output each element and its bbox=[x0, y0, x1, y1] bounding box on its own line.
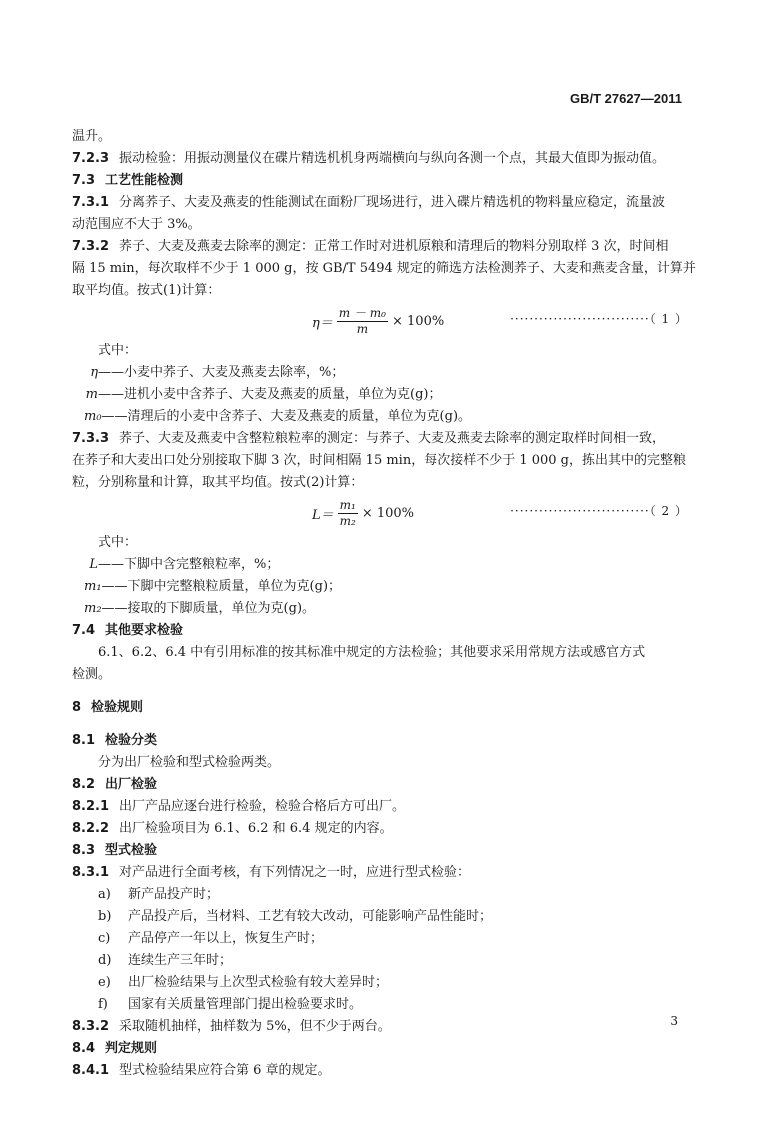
clause-number: 8.3.1 bbox=[72, 865, 110, 880]
variable-symbol: η bbox=[90, 365, 98, 380]
list-marker: c) bbox=[98, 931, 111, 946]
list-marker: e) bbox=[98, 975, 111, 990]
section-8-2-heading bbox=[72, 774, 692, 796]
variable-symbol: L bbox=[89, 557, 98, 572]
clause-number: 8.2.1 bbox=[72, 799, 110, 814]
variable-text: ——下脚中含完整粮粒率，%； bbox=[98, 557, 280, 572]
section-8-1-heading bbox=[72, 730, 692, 752]
variable-text: ——进机小麦中含荞子、大麦及燕麦的质量，单位为克(g)； bbox=[98, 387, 442, 402]
variable-definition bbox=[72, 384, 692, 406]
where-label: 式中： bbox=[98, 535, 138, 550]
list-text: 产品停产一年以上，恢复生产时； bbox=[128, 931, 324, 946]
list-text: 产品投产后，当材料、工艺有较大改动，可能影响产品性能时； bbox=[128, 909, 493, 924]
clause-text: 振动检验：用振动测量仪在碟片精选机机身两端横向与纵向各测一个点，其最大值即为振动值。 bbox=[119, 151, 666, 166]
list-item bbox=[72, 884, 692, 906]
list-item bbox=[72, 928, 692, 950]
fraction-denominator: m₂ bbox=[339, 513, 356, 528]
text-line: 在荞子和大麦出口处分别接取下脚 3 次，时间相隔 15 min，每次接样不少于 1 000 g，拣出其中的完整粮 bbox=[72, 453, 687, 468]
list-item bbox=[72, 906, 692, 928]
formula-number: ·····························（ 2 ） bbox=[510, 504, 688, 518]
clause-number: 7.3.3 bbox=[72, 431, 110, 446]
section-7-3-heading bbox=[72, 170, 692, 192]
section-title: 型式检验 bbox=[105, 843, 158, 858]
section-number: 7.3 bbox=[72, 173, 96, 188]
formula-rhs: × 100% bbox=[361, 505, 415, 521]
section-title: 其他要求检验 bbox=[105, 623, 184, 638]
section-number: 8.4 bbox=[72, 1041, 96, 1056]
section-number: 8.2 bbox=[72, 777, 96, 792]
chapter-number: 8 bbox=[72, 700, 82, 715]
variable-definition bbox=[72, 362, 692, 384]
formula-1 bbox=[72, 302, 692, 340]
formula-lhs: L＝ bbox=[312, 507, 334, 523]
list-text: 出厂检验结果与上次型式检验有较大差异时； bbox=[128, 975, 389, 990]
list-marker: f) bbox=[98, 997, 108, 1012]
chapter-title: 检验规则 bbox=[91, 700, 144, 715]
clause-7-3-3 bbox=[72, 428, 692, 450]
clause-text: 对产品进行全面考核，有下列情况之一时，应进行型式检验： bbox=[119, 865, 471, 880]
fraction-numerator: m₁ bbox=[339, 497, 356, 512]
clause-7-3-1 bbox=[72, 192, 692, 214]
clause-text: 采取随机抽样，抽样数为 5%，但不少于两台。 bbox=[119, 1019, 391, 1034]
clause-text: 荞子、大麦及燕麦去除率的测定：正常工作时对进机原粮和清理后的物料分别取样 3 次，时间相 bbox=[119, 239, 669, 254]
page-number: 3 bbox=[670, 1014, 678, 1028]
text-line: 隔 15 min，每次取样不少于 1 000 g，按 GB/T 5494 规定的筛选方法检测荞子、大麦和燕麦含量，计算并 bbox=[72, 261, 696, 276]
list-text: 新产品投产时； bbox=[128, 887, 220, 902]
section-7-4-heading bbox=[72, 620, 692, 642]
clause-7-2-3 bbox=[72, 148, 692, 170]
chapter-8-heading bbox=[72, 697, 692, 719]
clause-number: 7.3.1 bbox=[72, 195, 110, 210]
where-label: 式中： bbox=[98, 343, 138, 358]
variable-definition bbox=[72, 576, 692, 598]
text-line: 检测。 bbox=[72, 667, 112, 682]
clause-8-3-2 bbox=[72, 1016, 692, 1038]
formula-2 bbox=[72, 494, 692, 532]
section-title: 工艺性能检测 bbox=[105, 173, 184, 188]
section-title: 检验分类 bbox=[105, 733, 158, 748]
clause-8-3-1 bbox=[72, 862, 692, 884]
document-header: GB/T 27627—2011 bbox=[569, 91, 682, 106]
variable-text: ——接取的下脚质量，单位为克(g)。 bbox=[101, 601, 316, 616]
clause-8-2-2 bbox=[72, 818, 692, 840]
section-number: 8.3 bbox=[72, 843, 96, 858]
text-line: 粒，分别称量和计算，取其平均值。按式(2)计算： bbox=[72, 475, 364, 490]
section-number: 8.1 bbox=[72, 733, 96, 748]
clause-number: 8.3.2 bbox=[72, 1019, 110, 1034]
list-text: 连续生产三年时； bbox=[128, 953, 233, 968]
clause-text: 出厂检验项目为 6.1、6.2 和 6.4 规定的内容。 bbox=[119, 821, 393, 836]
section-number: 7.4 bbox=[72, 623, 96, 638]
variable-symbol: m₀ bbox=[84, 409, 102, 424]
variable-text: ——清理后的小麦中含荞子、大麦及燕麦的质量，单位为克(g)。 bbox=[101, 409, 472, 424]
document-body bbox=[72, 126, 696, 1082]
text-line: 6.1、6.2、6.4 中有引用标准的按其标准中规定的方法检验；其他要求采用常规方法或感官方式 bbox=[98, 645, 646, 660]
variable-text: ——小麦中荞子、大麦及燕麦去除率，%； bbox=[98, 365, 345, 380]
variable-symbol: m₂ bbox=[84, 601, 102, 616]
clause-number: 7.3.2 bbox=[72, 239, 110, 254]
clause-number: 8.4.1 bbox=[72, 1063, 110, 1078]
variable-definition bbox=[72, 598, 692, 620]
text-line: 分为出厂检验和型式检验两类。 bbox=[98, 755, 281, 770]
list-marker: a) bbox=[98, 887, 111, 902]
clause-text: 型式检验结果应符合第 6 章的规定。 bbox=[119, 1063, 331, 1078]
formula-lhs: η＝ bbox=[312, 315, 333, 331]
formula-fraction bbox=[337, 306, 388, 337]
section-title: 判定规则 bbox=[105, 1041, 158, 1056]
formula-fraction bbox=[338, 498, 358, 529]
variable-text: ——下脚中完整粮粒质量，单位为克(g)； bbox=[101, 579, 342, 594]
list-marker: d) bbox=[98, 953, 112, 968]
fraction-numerator: m － m₀ bbox=[338, 305, 386, 320]
list-item bbox=[72, 994, 692, 1016]
section-8-3-heading bbox=[72, 840, 692, 862]
list-marker: b) bbox=[98, 909, 112, 924]
variable-definition bbox=[72, 554, 692, 576]
clause-text: 出厂产品应逐台进行检验，检验合格后方可出厂。 bbox=[119, 799, 406, 814]
section-8-4-heading bbox=[72, 1038, 692, 1060]
text-line: 动范围应不大于 3%。 bbox=[72, 217, 201, 232]
variable-definition bbox=[72, 406, 692, 428]
list-item bbox=[72, 950, 692, 972]
clause-text: 荞子、大麦及燕麦中含整粒粮粒率的测定：与荞子、大麦及燕麦去除率的测定取样时间相一致， bbox=[119, 431, 666, 446]
clause-8-2-1 bbox=[72, 796, 692, 818]
clause-8-4-1 bbox=[72, 1060, 692, 1082]
fraction-denominator: m bbox=[356, 321, 369, 336]
formula-rhs: × 100% bbox=[392, 313, 445, 329]
clause-text: 分离荞子、大麦及燕麦的性能测试在面粉厂现场进行，进入碟片精选机的物料量应稳定，流量波 bbox=[119, 195, 666, 210]
variable-symbol: m bbox=[85, 387, 98, 402]
text-line: 取平均值。按式(1)计算： bbox=[72, 283, 221, 298]
list-text: 国家有关质量管理部门提出检验要求时。 bbox=[128, 997, 363, 1012]
section-title: 出厂检验 bbox=[105, 777, 158, 792]
clause-number: 7.2.3 bbox=[72, 151, 110, 166]
clause-number: 8.2.2 bbox=[72, 821, 110, 836]
clause-7-3-2 bbox=[72, 236, 692, 258]
text-line: 温升。 bbox=[72, 129, 112, 144]
list-item bbox=[72, 972, 692, 994]
variable-symbol: m₁ bbox=[84, 579, 102, 594]
formula-number: ·····························（ 1 ） bbox=[510, 312, 688, 326]
